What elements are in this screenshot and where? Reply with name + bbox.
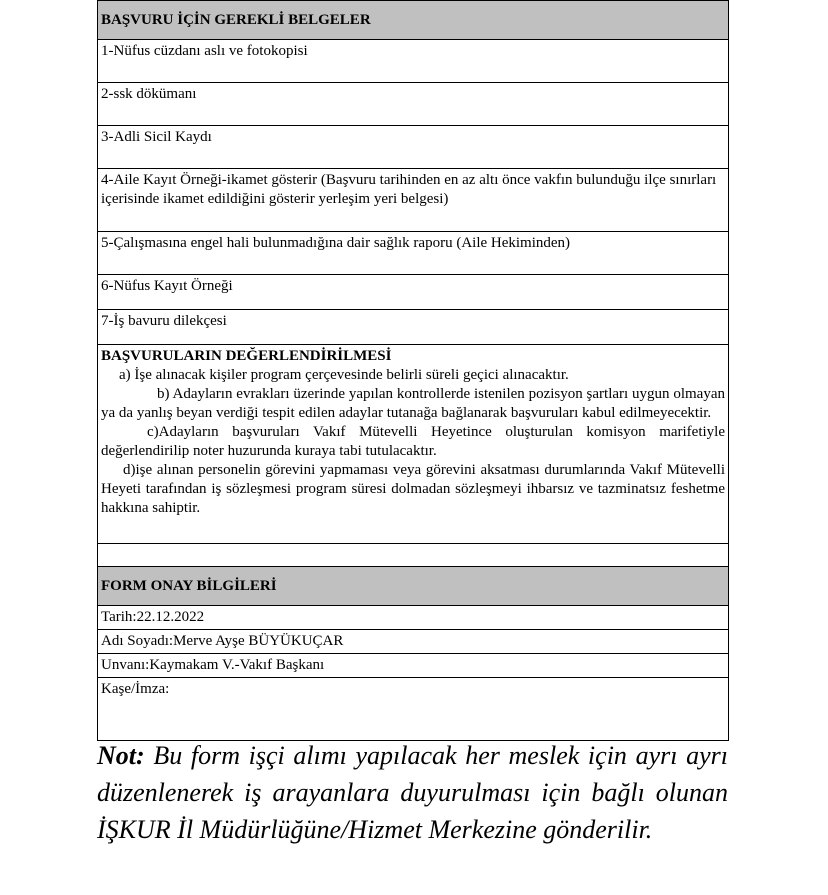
- evaluation-heading: BAŞVURULARIN DEĞERLENDİRİLMESİ: [101, 348, 392, 364]
- stamp-signature-row: [98, 678, 729, 741]
- spacer-row: [98, 544, 729, 567]
- document-item-row: [98, 275, 729, 310]
- footnote: [97, 737, 728, 848]
- evaluation-paragraph-d: d)işe alınan personelin görevini yapmaması veya görevini aksatması durumlarında Vakıf Mütevelli Heyeti tarafından iş sözleşmesi program süresi dolmadan sözleşmeyi ihbarsız ve tazminatsız feshetme hakkına sahiptir.: [101, 462, 725, 516]
- stamp-signature-field: Kaşe/İmza:: [98, 678, 729, 741]
- required-documents-heading: BAŞVURU İÇİN GEREKLİ BELGELER: [98, 1, 729, 40]
- document-item-1: 1-Nüfus cüzdanı aslı ve fotokopisi: [98, 40, 729, 83]
- document-item-row: [98, 40, 729, 83]
- approval-date-row: [98, 606, 729, 630]
- document-item-row: [98, 126, 729, 169]
- evaluation-cell: [98, 345, 729, 544]
- approval-heading: FORM ONAY BİLGİLERİ: [98, 567, 729, 606]
- document-item-row: [98, 169, 729, 232]
- approval-header-row: [98, 567, 729, 606]
- empty-cell: [98, 544, 729, 567]
- evaluation-paragraph-b: b) Adayların evrakları üzerinde yapılan kontrollerde istenilen pozisyon şartları uygun olmayan ya da yanlış beyan verdiği tespit edilen adaylar tutanağa bağlanarak başvuruları kabul edilmeyecektir.: [101, 386, 725, 421]
- evaluation-paragraph-a: a) İşe alınacak kişiler program çerçevesinde belirli süreli geçici alınacaktır.: [119, 367, 569, 383]
- approval-name: Adı Soyadı:Merve Ayşe BÜYÜKUÇAR: [98, 630, 729, 654]
- approval-title-row: [98, 654, 729, 678]
- document-item-3: 3-Adli Sicil Kaydı: [98, 126, 729, 169]
- document-item-4: 4-Aile Kayıt Örneği-ikamet gösterir (Başvuru tarihinden en az altı önce vakfın bulunduğu ilçe sınırları içerisinde ikamet edildiğini gösterir yerleşim yeri belgesi): [98, 169, 729, 232]
- approval-name-row: [98, 630, 729, 654]
- required-documents-header-row: [98, 1, 729, 40]
- document-item-row: [98, 83, 729, 126]
- approval-title: Unvanı:Kaymakam V.-Vakıf Başkanı: [98, 654, 729, 678]
- document-item-7: 7-İş bavuru dilekçesi: [98, 310, 729, 345]
- document-item-row: [98, 310, 729, 345]
- document-item-5: 5-Çalışmasına engel hali bulunmadığına dair sağlık raporu (Aile Hekiminden): [98, 232, 729, 275]
- note-label: Not:: [97, 741, 145, 770]
- document-item-2: 2-ssk dökümanı: [98, 83, 729, 126]
- note-text: Bu form işçi alımı yapılacak her meslek için ayrı ayrı düzenlenerek iş arayanlara duyurulması için bağlı olunan İŞKUR İl Müdürlüğüne/Hizmet Merkezine gönderilir.: [97, 741, 728, 844]
- approval-date: Tarih:22.12.2022: [98, 606, 729, 630]
- evaluation-paragraph-c: c)Adayların başvuruları Vakıf Mütevelli Heyetince oluşturulan komisyon marifetiyle değerlendirilip noter huzurunda kuraya tabi tutulacaktır.: [101, 424, 725, 459]
- document-item-6: 6-Nüfus Kayıt Örneği: [98, 275, 729, 310]
- evaluation-row: [98, 345, 729, 544]
- document-item-row: [98, 232, 729, 275]
- application-form-table: [97, 0, 729, 741]
